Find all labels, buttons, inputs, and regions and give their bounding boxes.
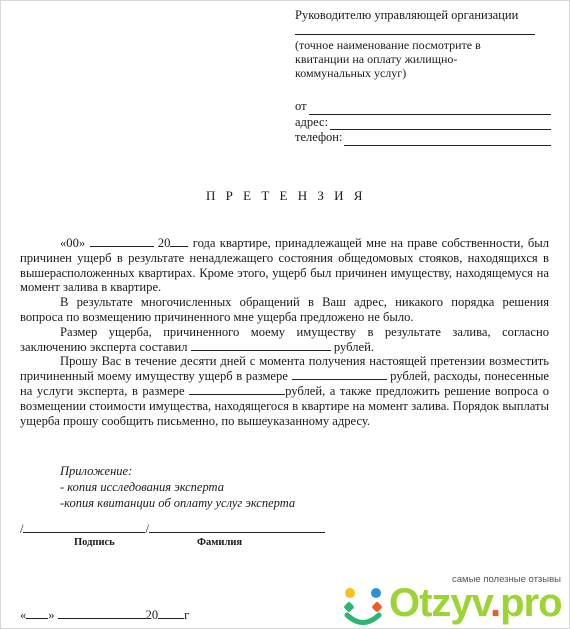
watermark-brand [389,580,562,626]
sender-phone-blank [344,135,551,146]
appendix-item-2: -копия квитанции об оплату услуг эксперта [60,496,296,510]
recipient-title: Руководителю управляющей организации [295,8,519,22]
recipient-note: (точное наименование посмотрите в квитанции на оплату жилищно-коммунальных услуг) [295,38,481,80]
otzyv-logo-icon [341,586,385,628]
brand-dot: . [489,581,501,625]
month-blank [90,236,154,247]
recipient-name-blank [295,23,535,35]
date-day-blank [26,607,48,619]
paragraph-2: В результате многочисленных обращений в Ваш адрес, никакого порядка решения вопроса по возмещению причиненного мне ущерба предложено не было. [20,295,549,324]
date-close-quote: » [48,608,55,622]
signature-blank [23,521,145,533]
signature-caption: Подпись [74,537,115,548]
sender-phone-label: телефон: [295,130,343,144]
paragraph-4-text-b: рублей, расходы, понесенные на услуги эксперта, в размере [20,369,550,398]
watermark-caption: самые полезные отзывы [452,574,561,585]
damage-amount-blank [191,340,331,351]
date-year-blank [158,607,184,619]
sender-address-row [295,115,551,131]
recipient-block [295,8,551,80]
brand-tld: pro [500,581,562,625]
appendix-heading: Приложение: [60,464,133,478]
surname-caption: Фамилия [197,537,243,548]
date-day-quote: «00» [60,236,86,250]
sender-phone-row [295,130,551,146]
paragraph-3-text: Размер ущерба, причиненного моему имуществу в результате залива, согласно заключению эксперта составил [20,324,549,354]
sender-from-blank [309,104,551,115]
date-line [20,607,189,623]
paragraph-4 [20,354,549,428]
paragraph-3 [20,325,549,355]
year-prefix: 20 [157,236,171,250]
document-title: П Р Е Т Е Н З И Я [206,188,366,203]
appendix-item-1: - копия исследования эксперта [60,480,224,494]
paragraph-1-text: года квартире, принадлежащей мне на праве собственности, был причинен ущерб в результате ненадлежащего состояния общедомовых стояков, находящихся в вышерасположенных квартирах. Кроме этого, ущерб был причинен имуществу, находящемуся на момент залива в квартире. [20,236,550,295]
sender-from-label: от [295,99,307,113]
sender-block [295,99,551,146]
date-year-prefix: 20 [145,608,159,622]
signature-line: / / [20,521,325,537]
sender-address-blank [330,119,551,130]
date-month-blank [58,607,146,619]
watermark [341,574,569,628]
claim-amount-blank [292,369,387,380]
year-blank [170,236,188,247]
sender-address-label: адрес: [295,114,329,129]
appendix-block [60,463,295,511]
date-open-quote: « [20,608,27,622]
claim-body [20,236,549,428]
paragraph-1 [20,236,549,295]
paragraph-4-text-c: рублей, а также предложить решение вопроса о возмещении стоимости имущества, находящегося в квартире на момент залива. Порядок выплаты ущерба прошу сообщить письменно, по вышеуказанному адресу. [20,383,549,428]
expert-fee-blank [189,384,285,395]
date-year-suffix: г [184,608,190,622]
surname-blank [149,521,325,533]
brand-main: Otzyv [389,581,490,625]
paragraph-3-currency: рублей. [333,339,374,354]
paragraph-4-text-a: Прошу Вас в течение десяти дней с момента получения настоящей претензии возместить причиненный моему имуществу ущерб в размере [20,354,549,384]
sender-from-row [295,99,551,115]
